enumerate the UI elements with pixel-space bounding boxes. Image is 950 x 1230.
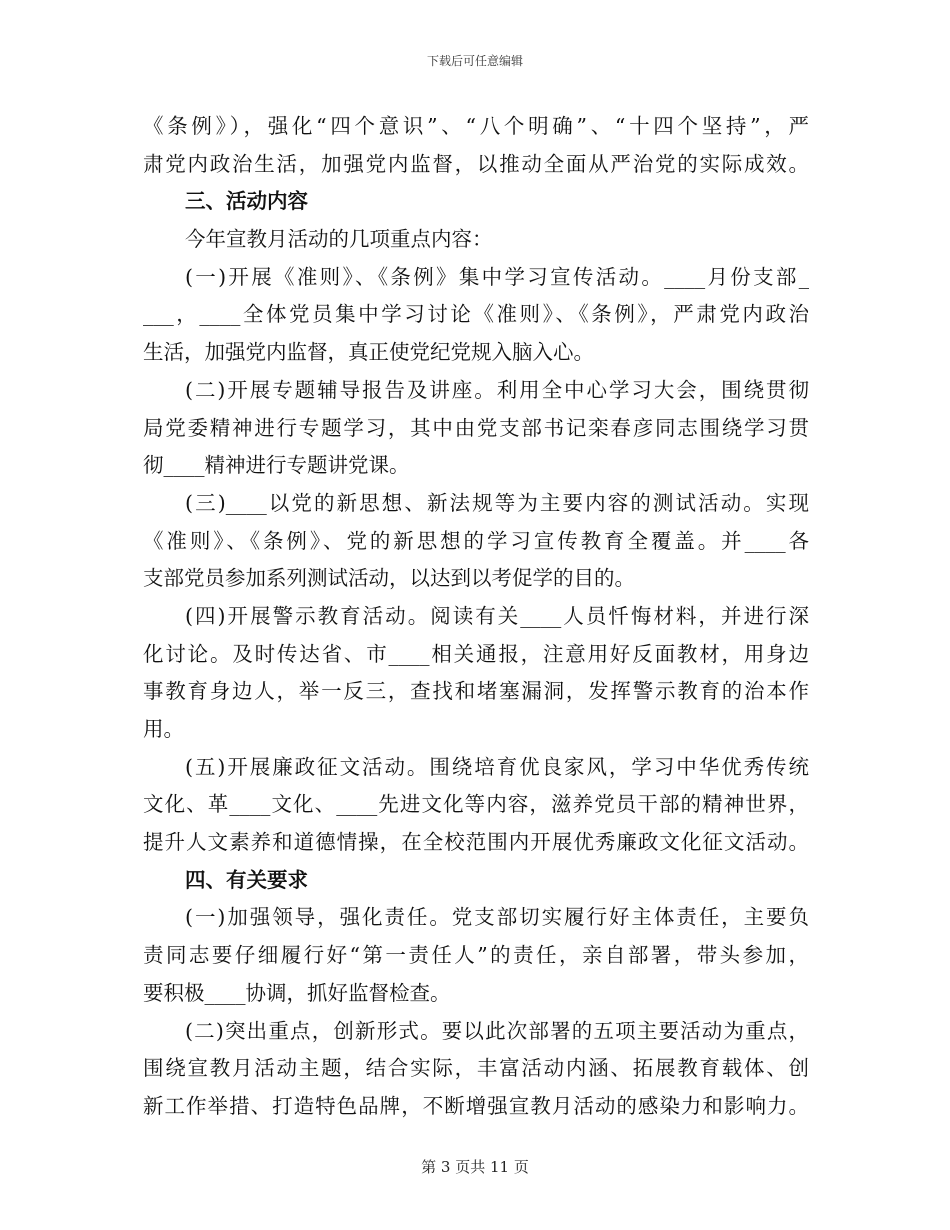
page-footer: 第 3 页共 11 页	[421, 1158, 529, 1176]
page-header: 下载后可任意编辑	[426, 54, 523, 68]
paragraph-line: 提升人文素养和道德情操，在全校范围内开展优秀廉政文化征文活动。	[143, 830, 809, 855]
paragraph-line: 局党委精神进行专题学习，其中由党支部书记栾春彦同志围绕学习贯	[143, 415, 809, 440]
paragraph-line: 支部党员参加系列测试活动，以达到以考促学的目的。	[143, 566, 635, 591]
paragraph-line: 《准则》、《条例》、党的新思想的学习宣传教育全覆盖。并____各	[143, 528, 809, 553]
paragraph-line: (二)突出重点，创新形式。要以此次部署的五项主要活动为重点，	[185, 1018, 809, 1043]
paragraph-line: 事教育身边人，举一反三，查找和堵塞漏洞，发挥警示教育的治本作	[143, 679, 809, 704]
paragraph-line: 用。	[143, 717, 184, 741]
paragraph-line: 新工作举措、打造特色品牌，不断增强宣教月活动的感染力和影响力。	[143, 1093, 809, 1118]
document-body	[143, 108, 809, 1126]
paragraph-line: (二)开展专题辅导报告及讲座。利用全中心学习大会，围绕贯彻	[185, 377, 809, 402]
paragraph-line: ___，____全体党员集中学习讨论《准则》、《条例》，严肃党内政治	[143, 302, 809, 327]
paragraph-line: 《条例》），强化“四个意识”、“八个明确”、“十四个坚持”，严	[143, 114, 809, 138]
paragraph-line: 生活，加强党内监督，真正使党纪党规入脑入心。	[143, 340, 594, 365]
section-heading: 四、有关要求	[185, 867, 308, 892]
paragraph-line: (四)开展警示教育活动。阅读有关____人员忏悔材料，并进行深	[185, 603, 809, 628]
paragraph-line: (五)开展廉政征文活动。围绕培育优良家风，学习中华优秀传统	[185, 754, 809, 779]
paragraph-line: (一)加强领导，强化责任。党支部切实履行好主体责任，主要负	[185, 905, 809, 930]
paragraph-line: 责同志要仔细履行好“第一责任人”的责任，亲自部署，带头参加，	[143, 943, 809, 968]
paragraph-line: 文化、革____文化、____先进文化等内容，滋养党员干部的精神世界，	[143, 792, 809, 817]
paragraph-line: 化讨论。及时传达省、市____相关通报，注意用好反面教材，用身边	[143, 641, 809, 666]
section-heading: 三、活动内容	[185, 189, 308, 214]
paragraph-line: 要积极____协调，抓好监督检查。	[143, 980, 451, 1005]
paragraph-line: 彻____精神进行专题讲党课。	[143, 453, 410, 478]
paragraph-line: (一)开展《准则》、《条例》集中学习宣传活动。____月份支部_	[185, 264, 809, 289]
paragraph-line: 围绕宣教月活动主题，结合实际，丰富活动内涵、拓展教育载体、创	[143, 1056, 809, 1081]
paragraph-line: (三)____以党的新思想、新法规等为主要内容的测试活动。实现	[185, 490, 809, 515]
paragraph-line: 今年宣教月活动的几项重点内容：	[185, 227, 493, 252]
paragraph-line: 肃党内政治生活，加强党内监督，以推动全面从严治党的实际成效。	[143, 151, 809, 176]
